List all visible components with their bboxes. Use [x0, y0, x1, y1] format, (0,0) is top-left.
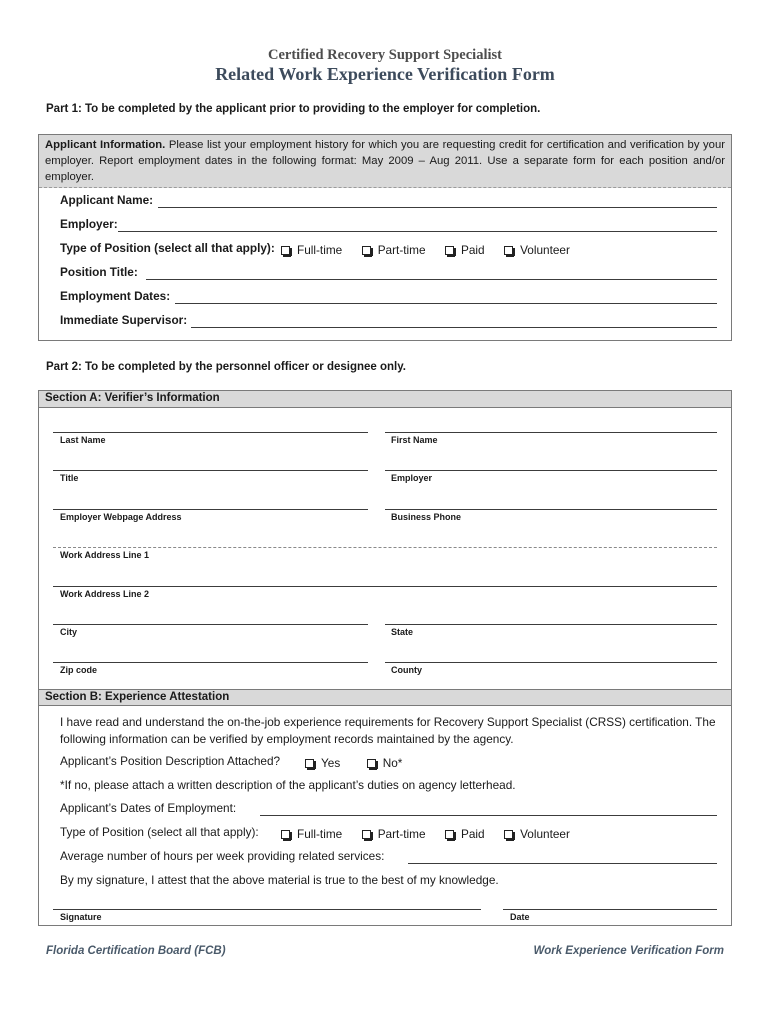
option-no-label: No* — [382, 756, 403, 770]
address1-field[interactable] — [53, 547, 717, 548]
section-a-heading: Section A: Verifier’s Information — [39, 391, 731, 408]
county-field[interactable] — [385, 662, 717, 663]
b-position-type-label: Type of Position (select all that apply): — [60, 825, 259, 839]
option-yes[interactable] — [305, 756, 340, 770]
webpage-label: Employer Webpage Address — [60, 512, 182, 522]
checkbox-no[interactable] — [367, 759, 376, 768]
position-title-field[interactable] — [146, 279, 717, 280]
verifier-employer-label: Employer — [391, 473, 433, 483]
hours-field[interactable] — [408, 863, 717, 864]
option-volunteer-label: Volunteer — [520, 243, 570, 257]
signature-field[interactable] — [53, 909, 481, 910]
b-option-paid[interactable] — [445, 827, 485, 841]
checkbox-part-time[interactable] — [362, 246, 371, 255]
b-checkbox-part-time[interactable] — [362, 830, 371, 839]
option-paid-label: Paid — [461, 243, 485, 257]
description-attached-label: Applicant’s Position Description Attached? — [60, 754, 281, 768]
part1-heading: Part 1: To be completed by the applicant prior to providing to the employer for completion. — [46, 103, 541, 115]
b-checkbox-paid[interactable] — [445, 830, 454, 839]
checkbox-full-time[interactable] — [281, 246, 290, 255]
b-option-volunteer[interactable] — [504, 827, 570, 841]
applicant-info-heading-bold: Applicant Information. — [45, 139, 166, 151]
verifier-employer-field[interactable] — [385, 470, 717, 471]
zip-label: Zip code — [60, 665, 98, 675]
address1-label: Work Address Line 1 — [60, 550, 150, 560]
section-b-heading: Section B: Experience Attestation — [39, 689, 731, 706]
state-field[interactable] — [385, 624, 717, 625]
applicant-info-instructions: Please list your employment history for which you are requesting credit for certification and verification by your employer. Report employment dates in the following format: May 2009 – Aug 2011. Use a separate form for each position and/or employer. — [45, 139, 726, 183]
attestation-intro: I have read and understand the on-the-job experience requirements for Recovery Support Specialist (CRSS) certification. The following information can be verified by employment records maintained by the agency. — [60, 715, 716, 746]
option-full-time[interactable] — [281, 243, 342, 257]
applicant-info-heading — [39, 135, 731, 188]
signature-label: Signature — [60, 912, 102, 922]
first-name-label: First Name — [391, 435, 438, 445]
b-option-full-time-label: Full-time — [297, 827, 343, 841]
option-part-time-label: Part-time — [377, 243, 426, 257]
checkbox-paid[interactable] — [445, 246, 454, 255]
b-position-type-options — [281, 825, 585, 843]
b-checkbox-full-time[interactable] — [281, 830, 290, 839]
description-attached-options — [305, 754, 417, 772]
position-title-label: Position Title: — [60, 265, 138, 279]
dates-of-employment-field[interactable] — [260, 815, 717, 816]
employer-field[interactable] — [118, 231, 717, 232]
b-option-part-time[interactable] — [362, 827, 426, 841]
option-paid[interactable] — [445, 243, 485, 257]
zip-field[interactable] — [53, 662, 368, 663]
applicant-name-label: Applicant Name: — [60, 193, 154, 207]
first-name-field[interactable] — [385, 432, 717, 433]
county-label: County — [391, 665, 422, 675]
option-volunteer[interactable] — [504, 243, 570, 257]
city-label: City — [60, 627, 78, 637]
option-no[interactable] — [367, 756, 403, 770]
immediate-supervisor-label: Immediate Supervisor: — [60, 313, 188, 327]
footer-right: Work Experience Verification Form — [533, 945, 724, 957]
applicant-info-box — [38, 134, 732, 341]
hours-label: Average number of hours per week providing related services: — [60, 849, 385, 863]
attest-statement: By my signature, I attest that the above material is true to the best of my knowledge. — [60, 873, 499, 887]
b-option-paid-label: Paid — [461, 827, 485, 841]
form-title: Related Work Experience Verification Form — [215, 64, 555, 84]
b-checkbox-volunteer[interactable] — [504, 830, 513, 839]
footer-left: Florida Certification Board (FCB) — [46, 945, 226, 957]
option-part-time[interactable] — [362, 243, 426, 257]
date-field[interactable] — [503, 909, 717, 910]
no-note: *If no, please attach a written description of the applicant’s duties on agency letterhead. — [60, 778, 516, 792]
last-name-field[interactable] — [53, 432, 368, 433]
checkbox-yes[interactable] — [305, 759, 314, 768]
position-type-label: Type of Position (select all that apply): — [60, 241, 275, 255]
last-name-label: Last Name — [60, 435, 106, 445]
dates-of-employment-label: Applicant’s Dates of Employment: — [60, 801, 237, 815]
option-yes-label: Yes — [321, 756, 341, 770]
immediate-supervisor-field[interactable] — [191, 327, 717, 328]
employer-label: Employer: — [60, 217, 118, 231]
business-phone-field[interactable] — [385, 509, 717, 510]
webpage-field[interactable] — [53, 509, 368, 510]
b-option-full-time[interactable] — [281, 827, 342, 841]
employment-dates-field[interactable] — [175, 303, 717, 304]
applicant-name-field[interactable] — [158, 207, 717, 208]
option-full-time-label: Full-time — [297, 243, 343, 257]
b-option-part-time-label: Part-time — [377, 827, 426, 841]
title-field[interactable] — [53, 470, 368, 471]
part2-heading: Part 2: To be completed by the personnel officer or designee only. — [46, 361, 406, 373]
address2-field[interactable] — [53, 586, 717, 587]
employment-dates-label: Employment Dates: — [60, 289, 171, 303]
form-subtitle: Certified Recovery Support Specialist — [268, 47, 502, 63]
date-label: Date — [510, 912, 530, 922]
position-type-options — [281, 241, 585, 259]
address2-label: Work Address Line 2 — [60, 589, 150, 599]
state-label: State — [391, 627, 414, 637]
b-option-volunteer-label: Volunteer — [520, 827, 570, 841]
business-phone-label: Business Phone — [391, 512, 462, 522]
city-field[interactable] — [53, 624, 368, 625]
checkbox-volunteer[interactable] — [504, 246, 513, 255]
title-label: Title — [60, 473, 79, 483]
